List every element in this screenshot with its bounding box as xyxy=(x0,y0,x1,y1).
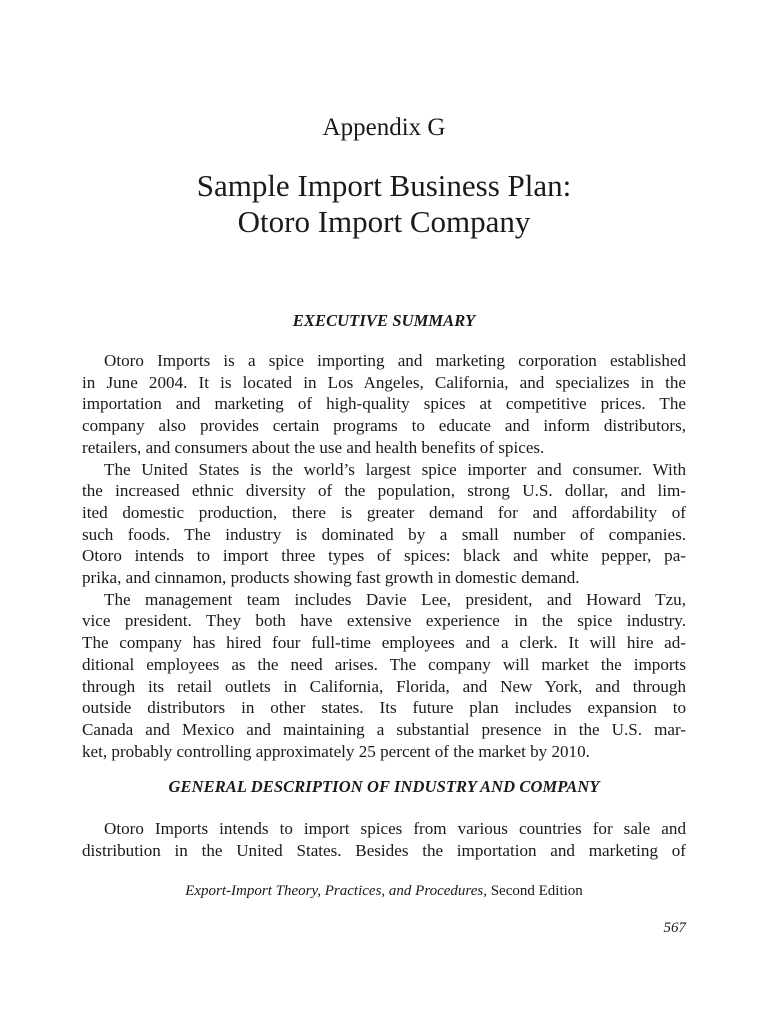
text-line: prika, and cinnamon, products showing fast growth in domestic demand. xyxy=(82,568,580,588)
text-line: ket, probably controlling approximately 25 percent of the market by 2010. xyxy=(82,741,590,761)
text-line: ited domestic production, there is greater demand for and affordability of xyxy=(82,502,686,522)
chapter-title xyxy=(82,168,686,240)
text-line: outside distributors in other states. Its future plan includes expansion to xyxy=(82,698,686,718)
text-line: vice president. They both have extensive experience in the spice industry. xyxy=(82,611,686,631)
book-page xyxy=(82,0,686,1024)
text-line: The management team includes Davie Lee, president, and Howard Tzu, xyxy=(104,589,686,609)
text-line: ditional employees as the need arises. The company will market the imports xyxy=(82,654,686,674)
general-description-body xyxy=(82,818,686,861)
executive-summary-heading: EXECUTIVE SUMMARY xyxy=(292,311,476,330)
text-line: such foods. The industry is dominated by a small number of companies. xyxy=(82,524,686,544)
source-book-title: Export-Import Theory, Practices, and Procedures, xyxy=(185,883,487,899)
paragraph xyxy=(82,459,686,589)
general-description-heading: GENERAL DESCRIPTION OF INDUSTRY AND COMPANY xyxy=(168,777,600,796)
appendix-label: Appendix G xyxy=(322,114,446,141)
page-number: 567 xyxy=(663,920,686,936)
executive-summary-body xyxy=(82,350,686,762)
text-line: retailers, and consumers about the use and health benefits of spices. xyxy=(82,437,545,457)
text-line: Otoro intends to import three types of spices: black and white pepper, pa- xyxy=(82,546,686,566)
paragraph xyxy=(82,589,686,763)
text-line: the increased ethnic diversity of the population, strong U.S. dollar, and lim- xyxy=(82,481,686,501)
text-line: through its retail outlets in California, Florida, and New York, and through xyxy=(82,676,686,696)
source-edition: Second Edition xyxy=(486,883,583,899)
text-line: distribution in the United States. Besides the importation and marketing of xyxy=(82,840,686,860)
text-line: The company has hired four full-time employees and a clerk. It will hire ad- xyxy=(82,633,686,653)
text-line: Otoro Imports is a spice importing and marketing corporation established xyxy=(104,351,686,370)
text-line: Canada and Mexico and maintaining a substantial presence in the U.S. mar- xyxy=(82,719,686,739)
text-line: importation and marketing of high-quality spices at competitive prices. The xyxy=(82,394,686,414)
paragraph xyxy=(82,350,686,459)
chapter-title-line-2: Otoro Import Company xyxy=(237,204,531,239)
text-line: company also provides certain programs to educate and inform distributors, xyxy=(82,416,686,436)
paragraph xyxy=(82,818,686,861)
text-line: The United States is the world’s largest spice importer and consumer. With xyxy=(104,459,686,479)
text-line: in June 2004. It is located in Los Angeles, California, and specializes in the xyxy=(82,372,686,392)
source-footer xyxy=(82,881,686,901)
chapter-title-line-1: Sample Import Business Plan: xyxy=(196,168,572,203)
text-line: Otoro Imports intends to import spices from various countries for sale and xyxy=(104,819,686,838)
